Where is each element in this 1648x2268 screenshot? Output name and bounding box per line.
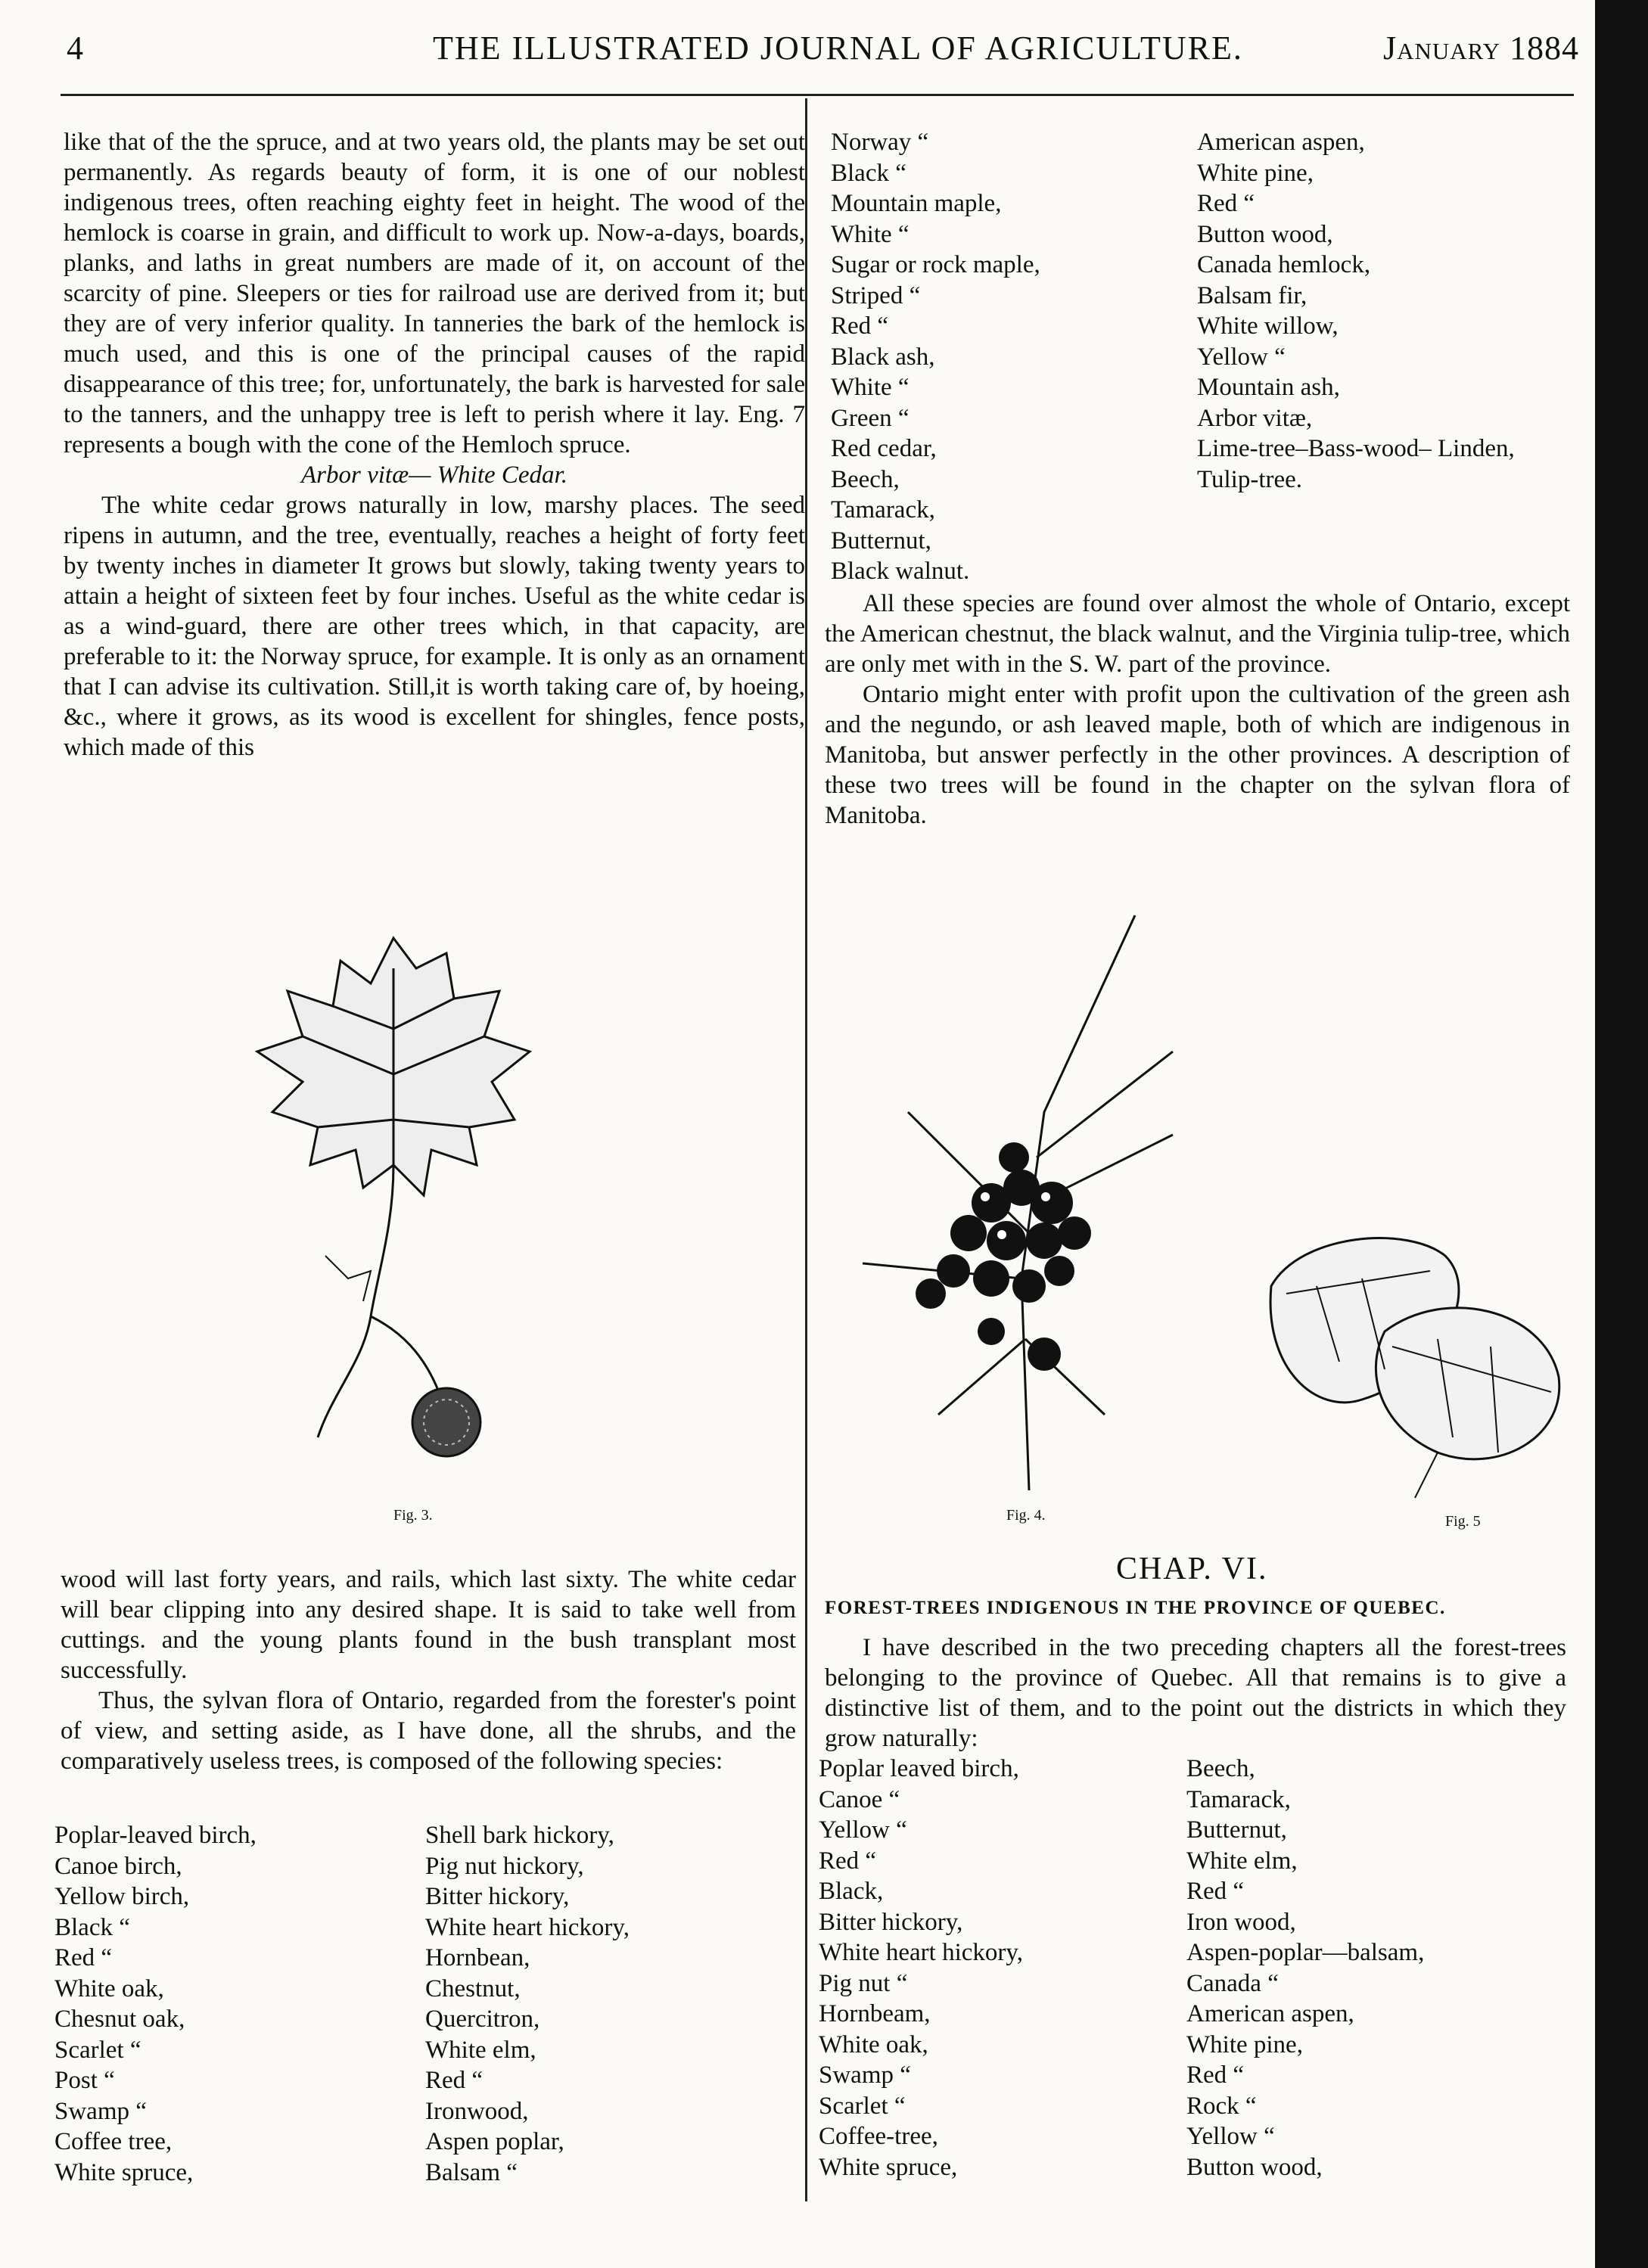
- fig5-caption: Fig. 5: [1445, 1513, 1481, 1530]
- list-item: Red “: [1197, 190, 1255, 217]
- list-item: Balsam fir,: [1197, 281, 1308, 309]
- list-item: Arbor vitæ,: [1197, 404, 1313, 432]
- right-column-bottom-text: [825, 1633, 1566, 1754]
- list-item: Red “: [1186, 2061, 1245, 2089]
- list-item: Yellow birch,: [54, 1883, 190, 1910]
- arbor-vitae-subheading: Arbor vitæ— White Cedar.: [301, 461, 567, 489]
- list-item: White pine,: [1197, 159, 1314, 187]
- list-item: Coffee-tree,: [819, 2123, 938, 2150]
- list-item: Beech,: [1186, 1755, 1255, 1782]
- list-item: Green “: [831, 404, 910, 432]
- list-item: Bitter hickory,: [819, 1908, 963, 1936]
- list-item: Norway “: [831, 129, 929, 156]
- list-item: White “: [831, 220, 910, 248]
- list-item: Scarlet “: [819, 2092, 906, 2120]
- hemlock-paragraph: like that of the the spruce, and at two years old, the plants may be set out permanently. As regards beauty of form, it is one of our noblest indigenous trees, often reaching eighty feet in height. The wood of the hemlock is coarse in grain, and difficult to work up. Now-a-days, boards, planks, and laths in great numbers are made of it, on account of the scarcity of pine. Sleepers or ties for railroad use are derived from it; but they are of very inferior quality. In tanneries the bark of the hemlock is much used, and this is one of the principal causes of the rapid disappearance of this tree; for, unfortunately, the bark is harvested for sale to the tanners, and the unhappy tree is left to perish where it lay. Eng. 7 represents a bough with the cone of the Hemloch spruce.: [64, 129, 805, 458]
- list-item: Iron wood,: [1186, 1908, 1296, 1936]
- white-cedar-paragraph: The white cedar grows naturally in low, marshy places. The seed ripens in autumn, and the tree, eventually, reaches a height of forty feet by twenty inches in diameter It grows but slowly, taking twenty years to attain a height of sixteen feet by four inches. Useful as the white cedar is as a wind-guard, there are other trees which, in that capacity, are preferable to it: the Norway spruce, for example. It is only as an ornament that I can advise its cultivation. Still,it is worth taking care of, by hoeing, &c., where it grows, as its wood is excellent for shingles, fence posts, which made of this: [64, 492, 805, 761]
- list-item: Red “: [54, 1944, 113, 1971]
- list-item: Bitter hickory,: [425, 1883, 570, 1910]
- list-item: American aspen,: [1197, 129, 1365, 156]
- ontario-list-a: [831, 127, 1186, 587]
- list-item: Post “: [54, 2067, 115, 2094]
- ontario-range-paragraph: All these species are found over almost the whole of Ontario, except the American chestnut, the black walnut, and the Virginia tulip-tree, which are only met with in the S. W. part of the province.: [825, 590, 1570, 678]
- list-item: Tamarack,: [1186, 1785, 1291, 1813]
- ontario-species-list-b: [425, 1820, 788, 2188]
- scan-edge: [1595, 0, 1648, 2268]
- white-cedar-continued-paragraph: wood will last forty years, and rails, which last sixty. The white cedar will bear clipping into any desired shape. It is said to take well from cuttings. and the young plants found in the bush transplant most successfully.: [61, 1566, 796, 1684]
- list-item: Shell bark hickory,: [425, 1822, 614, 1849]
- list-item: Red “: [819, 1847, 877, 1875]
- list-item: Button wood,: [1186, 2153, 1323, 2181]
- list-item: Butternut,: [831, 527, 931, 555]
- list-item: Tamarack,: [831, 496, 935, 524]
- list-item: White spruce,: [54, 2158, 194, 2186]
- list-item: Yellow “: [819, 1816, 907, 1844]
- list-item: Black walnut.: [831, 558, 970, 585]
- list-item: Striped “: [831, 281, 921, 309]
- list-item: Sugar or rock maple,: [831, 251, 1040, 278]
- list-item: Coffee tree,: [54, 2128, 173, 2155]
- list-item: Butternut,: [1186, 1816, 1287, 1844]
- fig4-cedar-sprig-illustration: [817, 885, 1241, 1505]
- list-item: Balsam “: [425, 2158, 518, 2186]
- left-column-bottom: [61, 1564, 796, 1776]
- ontario-list-b: [1197, 127, 1575, 495]
- list-item: White heart hickory,: [425, 1913, 630, 1941]
- list-item: White elm,: [1186, 1847, 1298, 1875]
- list-item: Canada hemlock,: [1197, 251, 1371, 278]
- list-item: White “: [831, 374, 910, 401]
- quebec-list-a: [819, 1754, 1182, 2183]
- list-item: Rock “: [1186, 2092, 1257, 2120]
- list-item: Ironwood,: [425, 2097, 529, 2125]
- list-item: Red “: [425, 2067, 484, 2094]
- list-item: Hornbean,: [425, 1944, 530, 1971]
- list-item: Mountain maple,: [831, 190, 1002, 217]
- list-item: Black,: [819, 1878, 884, 1905]
- list-item: Red “: [831, 312, 889, 340]
- list-item: Canoe birch,: [54, 1852, 182, 1880]
- list-item: Poplar-leaved birch,: [54, 1822, 257, 1849]
- column-divider: [805, 98, 807, 2201]
- list-item: Scarlet “: [54, 2036, 141, 2064]
- chapter-subtitle: FOREST-TREES INDIGENOUS IN THE PROVINCE OF QUEBEC.: [825, 1598, 1446, 1618]
- fig4-caption: Fig. 4.: [1006, 1507, 1046, 1524]
- ontario-cultivation-paragraph: Ontario might enter with profit upon the cultivation of the green ash and the negundo, or ash leaved maple, both of which are indigenous in Manitoba, but answer perfectly in the other provinces. A description of these two trees will be found in the chapter on the sylvan flora of Manitoba.: [825, 681, 1570, 829]
- left-column-top: [64, 127, 805, 763]
- list-item: Aspen poplar,: [425, 2128, 564, 2155]
- list-item: Tulip-tree.: [1197, 465, 1303, 493]
- page-number: 4: [67, 30, 84, 67]
- list-item: Black “: [54, 1913, 130, 1941]
- list-item: Black ash,: [831, 343, 935, 371]
- list-item: Swamp “: [54, 2097, 147, 2125]
- list-item: Yellow “: [1186, 2123, 1275, 2150]
- quebec-intro-paragraph: I have described in the two preceding chapters all the forest-trees belonging to the province of Quebec. All that remains is to give a distinctive list of them, and to the point out the districts in which they grow naturally:: [825, 1634, 1566, 1752]
- ontario-flora-paragraph: Thus, the sylvan flora of Ontario, regarded from the forester's point of view, and setting aside, as I have done, all the shrubs, and the comparatively useless trees, is composed of the following species:: [61, 1687, 796, 1775]
- list-item: Quercitron,: [425, 2005, 540, 2033]
- issue-date: January 1884: [1383, 30, 1580, 67]
- list-item: Swamp “: [819, 2061, 911, 2089]
- list-item: Canoe “: [819, 1785, 900, 1813]
- list-item: White oak,: [54, 1974, 164, 2002]
- list-item: Poplar leaved birch,: [819, 1755, 1019, 1782]
- list-item: Hornbeam,: [819, 2000, 931, 2027]
- list-item: White heart hickory,: [819, 1939, 1023, 1966]
- list-item: American aspen,: [1186, 2000, 1354, 2027]
- list-item: White pine,: [1186, 2030, 1303, 2058]
- chapter-title: CHAP. VI.: [1116, 1552, 1268, 1586]
- journal-title: THE ILLUSTRATED JOURNAL OF AGRICULTURE.: [433, 30, 1243, 67]
- list-item: Chestnut,: [425, 1974, 521, 2002]
- list-item: White spruce,: [819, 2153, 958, 2181]
- list-item: Button wood,: [1197, 220, 1333, 248]
- list-item: White elm,: [425, 2036, 536, 2064]
- list-item: White willow,: [1197, 312, 1339, 340]
- header-rule: [61, 94, 1574, 96]
- list-item: White oak,: [819, 2030, 928, 2058]
- list-item: Yellow “: [1197, 343, 1286, 371]
- list-item: Red cedar,: [831, 435, 937, 462]
- list-item: Pig nut hickory,: [425, 1852, 584, 1880]
- list-item: Pig nut “: [819, 1969, 908, 1997]
- list-item: Black “: [831, 159, 906, 187]
- list-item: Canada “: [1186, 1969, 1279, 1997]
- list-item: Beech,: [831, 465, 900, 493]
- fig5-linden-leaf-illustration: [1256, 1226, 1574, 1505]
- right-column-top-text: [825, 589, 1570, 831]
- fig3-sycamore-illustration: [219, 923, 643, 1498]
- list-item: Lime-tree–Bass-wood– Linden,: [1197, 435, 1515, 462]
- ontario-species-list-a: [54, 1820, 418, 2188]
- list-item: Mountain ash,: [1197, 374, 1340, 401]
- fig3-caption: Fig. 3.: [393, 1507, 433, 1524]
- list-item: Aspen-poplar—balsam,: [1186, 1939, 1425, 1966]
- list-item: Chesnut oak,: [54, 2005, 185, 2033]
- quebec-list-b: [1186, 1754, 1565, 2183]
- list-item: Red “: [1186, 1878, 1245, 1905]
